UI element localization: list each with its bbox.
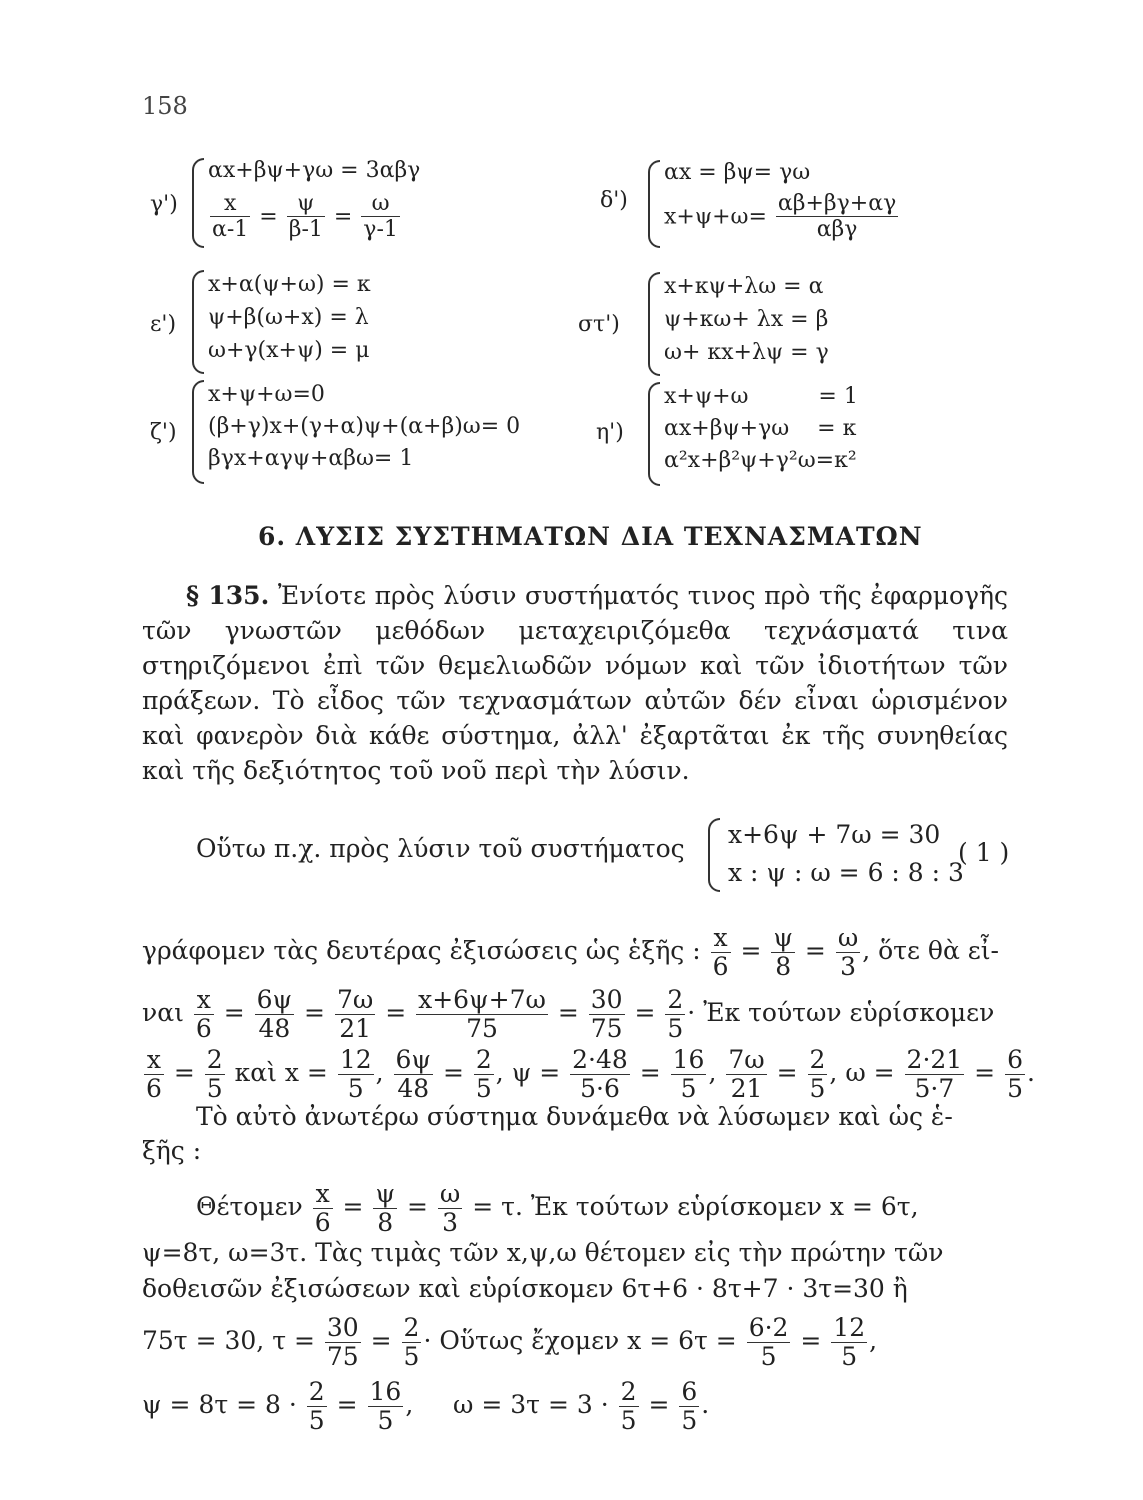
- numerator: x+6ψ+7ω: [418, 985, 546, 1014]
- numerator: 6: [1007, 1045, 1023, 1074]
- exercise-label-e: ε'): [150, 312, 177, 337]
- line-text: 75τ = 30, τ =: [142, 1326, 315, 1356]
- numerator: 6ψ: [395, 1045, 432, 1074]
- numerator: 7ω: [728, 1045, 765, 1074]
- fraction: [144, 1046, 164, 1103]
- system-intro: Οὕτω π.χ. πρὸς λύσιν τοῦ συστήματος: [196, 834, 685, 863]
- equation-line: (β+γ)x+(γ+α)ψ+(α+β)ω= 0: [208, 414, 521, 439]
- equation-line: x+κψ+λω = α: [664, 274, 824, 299]
- line-text: Θέτομεν: [196, 1192, 303, 1222]
- numerator: 12: [833, 1313, 866, 1342]
- fraction: [307, 1378, 327, 1435]
- fraction: [335, 986, 375, 1043]
- denominator: 5: [1007, 1073, 1023, 1103]
- fraction: [394, 1046, 434, 1103]
- text-line: ψ=8τ, ω=3τ. Τὰς τιμὰς τῶν x,ψ,ω θέτομεν εἰς τὴν πρώτην τῶν: [142, 1238, 944, 1267]
- denominator: 5: [308, 1405, 325, 1435]
- denominator: 8: [775, 951, 792, 981]
- fraction: [771, 924, 795, 981]
- numerator: 6·2: [748, 1313, 789, 1342]
- fraction: [287, 192, 325, 242]
- fraction: [368, 1378, 404, 1435]
- fraction: [373, 1180, 397, 1237]
- line-text: = τ. Ἐκ τούτων εὑρίσκομεν x = 6τ,: [472, 1192, 919, 1222]
- equation-line: ψ+κω+ λx = β: [664, 307, 829, 332]
- denominator: 5: [347, 1073, 364, 1103]
- text-line: 75τ = 30, τ = $\frac{30}{75}$ = $\frac{2}{5}$ · Οὕτως ἔχομεν x = 6τ = $\frac{6\cdot 2}{5}$ = $\frac{12}{5}$ ,: [142, 1313, 878, 1371]
- numerator: x: [194, 986, 214, 1015]
- denominator: αβγ: [816, 217, 858, 243]
- denominator: α-1: [212, 217, 249, 243]
- numerator: x: [313, 1180, 333, 1209]
- text-line: $\frac{x}{6}$ = $\frac{2}{5}$ καὶ x = $\frac{12}{5}$ , $\frac{6\psi}{48}$ = $\frac{2}{5}$ , ψ = $\frac{2\cdot 48}{5\cdot 6}$ = $\frac{16}{5}$ , $\frac{7\omega}{21}$ = $\frac{2}{5}$ , ω = $\frac{2\cdot 21}{5\cdot 7}$ = $\frac{6}{5}$ .: [146, 1045, 1035, 1103]
- denominator: 8: [377, 1207, 394, 1237]
- numerator: 2: [667, 985, 684, 1014]
- denominator: 5: [680, 1073, 697, 1103]
- fraction: [205, 1046, 225, 1103]
- fraction: [438, 1180, 462, 1237]
- exercise-label-z: ζ'): [150, 420, 177, 445]
- fraction: [776, 192, 898, 242]
- fraction: [726, 1046, 766, 1103]
- numerator: 16: [369, 1377, 402, 1406]
- fraction: [416, 986, 548, 1043]
- fraction: [194, 986, 214, 1043]
- denominator: 5: [667, 1013, 684, 1043]
- equation-line: x+α(ψ+ω) = κ: [208, 272, 371, 297]
- fraction: [711, 924, 731, 981]
- text-line: ναι $\frac{x}{6}$ = $\frac{6\psi}{48}$ = $\frac{7\omega}{21}$ = $\frac{x+6\psi+7\omega}{75}$ = $\frac{30}{75}$ = $\frac{2}{5}$ · Ἐκ τούτων εὑρίσκομεν: [142, 985, 995, 1043]
- fraction: [671, 1046, 707, 1103]
- denominator: 6: [146, 1073, 162, 1103]
- denominator: 48: [397, 1073, 430, 1103]
- denominator: 6: [712, 951, 729, 981]
- equation-tag: ( 1 ): [958, 838, 1010, 867]
- denominator: 5: [206, 1073, 223, 1103]
- fraction: [831, 1314, 867, 1371]
- text-line: γράφομεν τὰς δευτέρας ἐξισώσεις ὡς ἑξῆς : $\frac{x}{6}$ = $\frac{\psi}{8}$ = $\frac{\omega}{3}$ , ὅτε θὰ εἶ-: [142, 923, 999, 981]
- line-text: Οὕτως ἔχομεν x = 6τ =: [439, 1326, 737, 1356]
- numerator: 2: [475, 1045, 492, 1074]
- exercise-label-h: η'): [596, 420, 624, 445]
- numerator: 2·48: [572, 1045, 628, 1074]
- exercise-label-d: δ'): [600, 188, 628, 213]
- section-heading: 6. ΛΥΣΙΣ ΣΥΣΤΗΜΑΤΩΝ ΔΙΑ ΤΕΧΝΑΣΜΑΤΩΝ: [258, 522, 923, 551]
- numerator: 2·21: [906, 1045, 963, 1074]
- equation-line: $\frac{x}{\alpha-1}$ = $\frac{\psi}{\beta-1}$ = $\frac{\omega}{\gamma-1}$: [212, 191, 398, 243]
- numerator: ω: [837, 923, 859, 952]
- brace: [192, 380, 204, 484]
- equation-line: ω+ κx+λψ = γ: [664, 340, 829, 365]
- numerator: x: [210, 192, 250, 217]
- fraction: [836, 924, 860, 981]
- numerator: 2: [206, 1045, 223, 1074]
- denominator: 3: [840, 951, 856, 981]
- denominator: 6: [195, 1013, 212, 1043]
- line-text: ω = 3τ = 3 ·: [453, 1390, 609, 1420]
- equation-line: αx+βψ+γω = 3αβγ: [208, 158, 421, 183]
- fraction: [570, 1046, 630, 1103]
- numerator: ω: [439, 1179, 461, 1208]
- denominator: 5·6: [580, 1073, 620, 1103]
- fraction: [747, 1314, 791, 1371]
- paragraph-text: Ἐνίοτε πρὸς λύσιν συστήματός τινος πρὸ τῆς ἐφαρμογῆς τῶν γνωστῶν μεθόδων μεταχειριζόμεθα τεχνάσματά τινα στηριζόμενοι ἐπὶ τῶν θεμελιωδῶν νόμων καὶ τῶν ἰδιοτήτων τῶν πράξεων. Τὸ εἶδος τῶν τεχνασμάτων αὐτῶν δέν εἶναι ὡρισμένον καὶ φανερὸν διὰ κάθε σύστημα, ἀλλ' ἐξαρτᾶται ἐκ τῆς συνηθείας καὶ τῆς δεξιότητος τοῦ νοῦ περὶ τὴν λύσιν.: [142, 581, 1009, 785]
- line-text: γράφομεν τὰς δευτέρας ἐξισώσεις ὡς ἑξῆς :: [142, 936, 701, 966]
- paragraph: [142, 578, 1008, 788]
- numerator: 12: [339, 1045, 372, 1074]
- fraction: [589, 986, 625, 1043]
- fraction: [210, 192, 250, 242]
- fraction: [474, 1046, 494, 1103]
- denominator: 5: [809, 1073, 826, 1103]
- brace: [648, 160, 660, 248]
- fraction: [1005, 1046, 1025, 1103]
- equation-line: ω+γ(x+ψ) = μ: [208, 338, 370, 363]
- denominator: 3: [442, 1207, 459, 1237]
- exercise-label-g: γ'): [150, 192, 178, 217]
- line-text: · Ἐκ τούτων εὑρίσκομεν: [687, 998, 995, 1028]
- denominator: γ-1: [363, 217, 398, 243]
- equation-line: x : ψ : ω = 6 : 8 : 3: [728, 858, 964, 887]
- equation-text: x+ψ+ω=: [664, 204, 767, 230]
- fraction: [808, 1046, 828, 1103]
- line-text: καὶ: [234, 1058, 277, 1088]
- denominator: 48: [258, 1013, 291, 1043]
- brace: [648, 272, 660, 376]
- equation-line: x+6ψ + 7ω = 30: [728, 820, 941, 849]
- numerator: x: [711, 924, 731, 953]
- numerator: ψ: [287, 192, 325, 217]
- exercise-label-st: στ'): [578, 312, 620, 337]
- fraction: [679, 1378, 699, 1435]
- fraction: [665, 986, 685, 1043]
- numerator: 2: [620, 1377, 637, 1406]
- denominator: 5: [475, 1073, 492, 1103]
- line-text: ναι: [142, 998, 184, 1028]
- denominator: β-1: [288, 217, 323, 243]
- fraction: [255, 986, 295, 1043]
- text-line: Τὸ αὐτὸ ἀνωτέρω σύστημα δυνάμεθα νὰ λύσωμεν καὶ ὡς ἑ-: [196, 1102, 953, 1131]
- equation-line: α²x+β²ψ+γ²ω=κ²: [664, 448, 857, 473]
- text-line: δοθεισῶν ἐξισώσεων καὶ εὑρίσκομεν 6τ+6 · 8τ+7 · 3τ=30 ἢ: [142, 1274, 908, 1303]
- numerator: 6ψ: [256, 985, 293, 1014]
- denominator: 5: [403, 1341, 420, 1371]
- line-text: , ὅτε θὰ εἶ-: [862, 936, 999, 966]
- denominator: 5: [377, 1405, 394, 1435]
- fraction: [402, 1314, 422, 1371]
- line-text: ψ = 8τ = 8 ·: [142, 1390, 297, 1420]
- denominator: 5: [681, 1405, 698, 1435]
- brace: [192, 270, 204, 374]
- numerator: 7ω: [336, 985, 374, 1014]
- equation-line: x+ψ+ω=0: [208, 382, 325, 407]
- equation-line: αx = βψ= γω: [664, 160, 811, 185]
- numerator: 2: [308, 1377, 325, 1406]
- text-line: ξῆς :: [142, 1136, 202, 1165]
- denominator: 75: [326, 1341, 359, 1371]
- fraction: [338, 1046, 374, 1103]
- numerator: 30: [590, 985, 623, 1014]
- denominator: 5: [841, 1341, 858, 1371]
- brace: [708, 818, 720, 892]
- equation-line: x+ψ+ω = 1: [664, 384, 858, 409]
- numerator: 30: [326, 1313, 359, 1342]
- page-number: 158: [142, 92, 188, 120]
- denominator: 5: [760, 1341, 777, 1371]
- numerator: 16: [672, 1045, 705, 1074]
- numerator: αβ+βγ+αγ: [777, 191, 897, 216]
- denominator: 75: [466, 1013, 498, 1043]
- fraction: [325, 1314, 361, 1371]
- fraction: [361, 192, 400, 242]
- numerator: ψ: [375, 1179, 396, 1208]
- brace: [648, 382, 660, 486]
- section-number: § 135.: [186, 581, 270, 610]
- numerator: x: [144, 1046, 164, 1075]
- equation-line: αx+βψ+γω = κ: [664, 416, 857, 441]
- numerator: ω: [361, 192, 400, 217]
- denominator: 5: [620, 1405, 637, 1435]
- brace: [192, 158, 204, 248]
- fraction: [905, 1046, 965, 1103]
- denominator: 21: [339, 1013, 371, 1043]
- equation-line: ψ+β(ω+x) = λ: [208, 305, 369, 330]
- denominator: 21: [730, 1073, 763, 1103]
- text-line: Θέτομεν $\frac{x}{6}$ = $\frac{\psi}{8}$ = $\frac{\omega}{3}$ = τ. Ἐκ τούτων εὑρίσκομεν x = 6τ,: [196, 1179, 919, 1237]
- numerator: 2: [403, 1313, 420, 1342]
- denominator: 5·7: [914, 1073, 955, 1103]
- denominator: 75: [590, 1013, 623, 1043]
- numerator: 2: [809, 1045, 826, 1074]
- equation-line: βγx+αγψ+αβω= 1: [208, 446, 414, 471]
- equation-line: [664, 192, 900, 242]
- numerator: ψ: [773, 923, 793, 952]
- fraction: [313, 1180, 333, 1237]
- numerator: 6: [681, 1377, 698, 1406]
- denominator: 6: [314, 1207, 331, 1237]
- text-line: ψ = 8τ = 8 · $\frac{2}{5}$ = $\frac{16}{5}$ , ω = 3τ = 3 · $\frac{2}{5}$ = $\frac{6}{5}$ .: [142, 1377, 710, 1435]
- fraction: [619, 1378, 639, 1435]
